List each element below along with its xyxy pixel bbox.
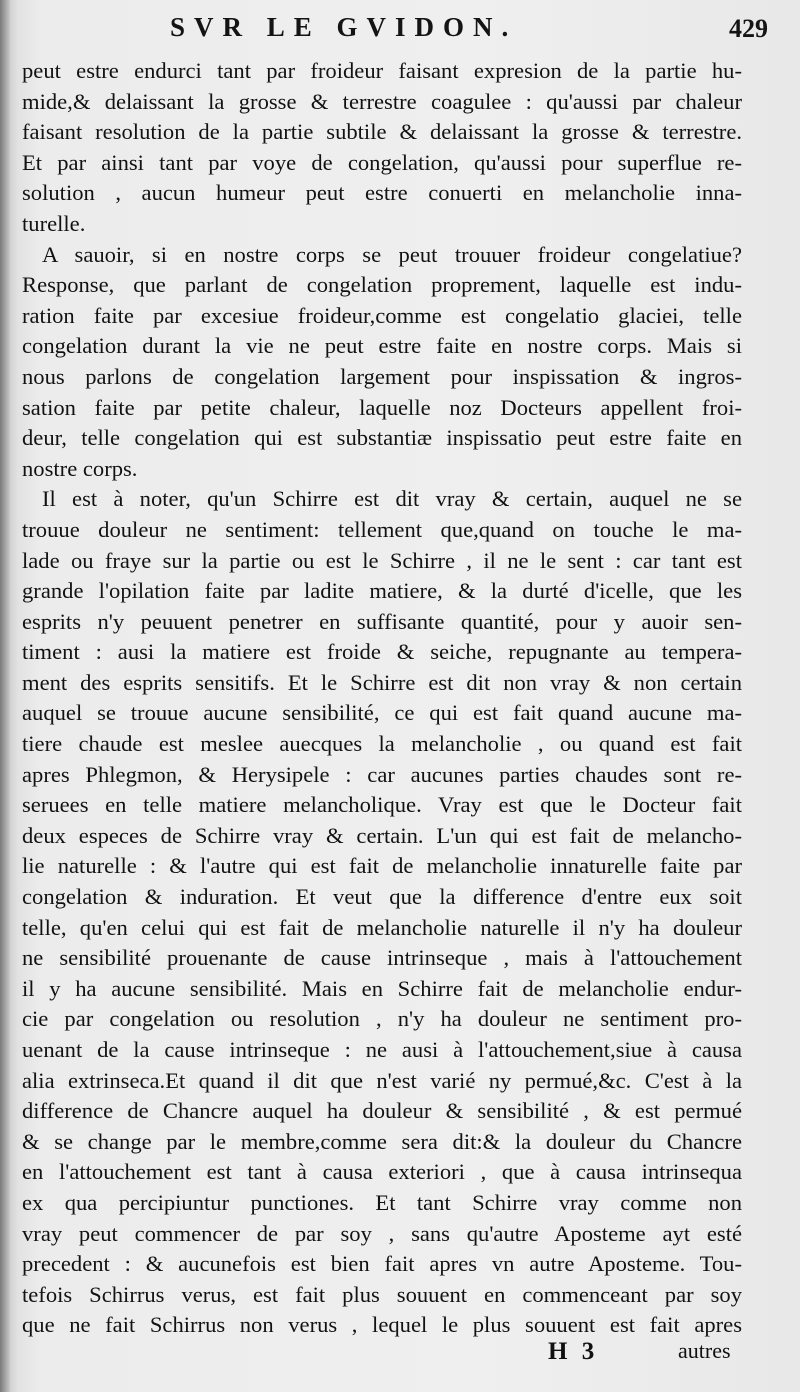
text-line: nostre corps. bbox=[22, 455, 138, 481]
text-line: congelation & induration. Et veut que la difference d'entre eux soit bbox=[22, 884, 742, 910]
text-line: deux especes de Schirre vray & certain. L'un qui est fait de melancho- bbox=[22, 822, 742, 848]
text-line: ment des esprits sensitifs. Et le Schirre est dit non vray & non certain bbox=[22, 669, 742, 695]
text-line: tefois Schirrus verus, est fait plus souuent en commenceant par soy bbox=[22, 1281, 742, 1307]
text-line: Et par ainsi tant par voye de congelation, qu'aussi pour superflue re- bbox=[22, 149, 742, 175]
text-line: lie naturelle : & l'autre qui est fait de melancholie innaturelle faite par bbox=[22, 853, 742, 879]
text-line: grande l'opilation faite par ladite matiere, & la durté d'icelle, que les bbox=[22, 578, 742, 604]
text-line: timent : ausi la matiere est froide & seiche, repugnante au tempera- bbox=[22, 639, 742, 665]
text-line: cie par congelation ou resolution , n'y ha douleur ne sentiment pro- bbox=[22, 1006, 742, 1032]
text-line: auquel se trouue aucune sensibilité, ce qui est fait quand aucune ma- bbox=[22, 700, 742, 726]
text-line: que ne fait Schirrus non verus , lequel le plus souuent est fait apres bbox=[22, 1312, 742, 1338]
text-line: faisant resolution de la partie subtile & delaissant la grosse & terrestre. bbox=[22, 119, 742, 145]
text-line: ne sensibilité prouenante de cause intrinseque , mais à l'attouchement bbox=[22, 945, 742, 971]
text-line: & se change par le membre,comme sera dit:& la douleur du Chancre bbox=[22, 1128, 742, 1154]
text-line: apres Phlegmon, & Herysipele : car aucunes parties chaudes sont re- bbox=[22, 761, 742, 787]
text-line: trouue douleur ne sentiment: tellement que,quand on touche le ma- bbox=[22, 516, 742, 542]
text-line: seruees en telle matiere melancholique. Vray est que le Docteur fait bbox=[22, 792, 742, 818]
running-head: SVR LE GVIDON. bbox=[170, 12, 518, 42]
text-line: congelation durant la vie ne peut estre faite en nostre corps. Mais si bbox=[22, 333, 742, 359]
text-line: solution , aucun humeur peut estre conuerti en melancholie inna- bbox=[22, 180, 742, 206]
text-line: ration faite par excesiue froideur,comme est congelatio glaciei, telle bbox=[22, 302, 742, 328]
text-line: ex qua percipiuntur punctiones. Et tant Schirre vray comme non bbox=[22, 1189, 742, 1215]
text-line: precedent : & aucunefois est bien fait apres vn autre Aposteme. Tou- bbox=[22, 1251, 742, 1277]
text-line: Il est à noter, qu'un Schirre est dit vray & certain, auquel ne se bbox=[42, 486, 742, 512]
text-line: vray peut commencer de par soy , sans qu'autre Aposteme ayt esté bbox=[22, 1220, 742, 1246]
text-line: nous parlons de congelation largement pour inspissation & ingros- bbox=[22, 363, 742, 389]
text-line: peut estre endurci tant par froideur faisant expresion de la partie hu- bbox=[22, 58, 742, 83]
text-line: deur, telle congelation qui est substantiæ inspissatio peut estre faite en bbox=[22, 425, 742, 451]
text-line: uenant de la cause intrinseque : ne ausi à l'attouchement,siue à causa bbox=[22, 1037, 742, 1062]
page-number: 429 bbox=[729, 14, 768, 43]
body-text bbox=[22, 56, 742, 1341]
text-line: Response, que parlant de congelation proprement, laquelle est indu- bbox=[22, 272, 742, 298]
text-line: turelle. bbox=[22, 210, 86, 236]
text-line: lade ou fraye sur la partie ou est le Schirre , il ne le sent : car tant est bbox=[22, 547, 742, 573]
page-gutter-shadow bbox=[0, 0, 10, 1392]
text-line: sation faite par petite chaleur, laquelle noz Docteurs appellent froi- bbox=[22, 394, 742, 420]
text-line: mide,& delaissant la grosse & terrestre coagulee : qu'aussi par chaleur bbox=[22, 88, 742, 114]
text-line: difference de Chancre auquel ha douleur & sensibilité , & est permué bbox=[22, 1098, 742, 1124]
text-line: tiere chaude est meslee auecques la melancholie , ou quand est fait bbox=[22, 731, 742, 757]
text-line: esprits n'y peuuent penetrer en suffisante quantité, pour y auoir sen- bbox=[22, 608, 742, 634]
page-header bbox=[0, 10, 800, 50]
catchword: autres bbox=[678, 1338, 731, 1363]
text-line: en l'attouchement est tant à causa exteriori , que à causa intrinsequa bbox=[22, 1159, 742, 1185]
page-footer bbox=[0, 1336, 800, 1376]
signature-mark: H 3 bbox=[548, 1338, 599, 1365]
text-line: alia extrinseca.Et quand il dit que n'est varié ny permué,&c. C'est à la bbox=[22, 1067, 742, 1093]
text-line: telle, qu'en celui qui est fait de melancholie naturelle il n'y ha douleur bbox=[22, 914, 742, 940]
text-line: A sauoir, si en nostre corps se peut trouuer froideur congelatiue? bbox=[42, 241, 742, 267]
text-line: il y ha aucune sensibilité. Mais en Schirre fait de melancholie endur- bbox=[22, 975, 742, 1001]
